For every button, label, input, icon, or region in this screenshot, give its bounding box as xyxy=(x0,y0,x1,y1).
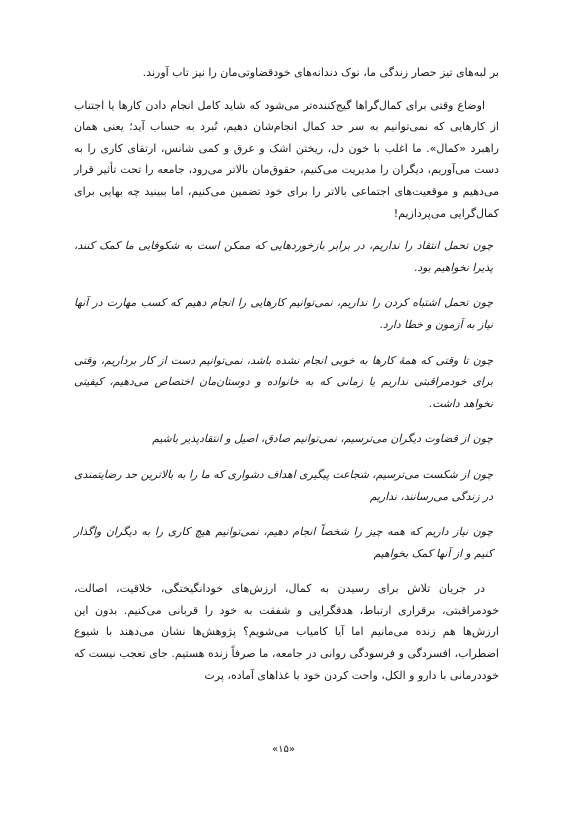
top-line: بر لبه‌های تیز حصار زندگی ما، نوک دندانه‌های خودقضاوتی‌مان را نیز تاب آورند. xyxy=(142,66,499,79)
quote-item-1: چون تحمل انتقاد را نداریم، در برابر بازخوردهایی که ممکن است به شکوفایی ما کمک کنند، پذیرا نخواهیم بود. xyxy=(74,239,493,274)
quote-item-3: چون تا وقتی که همهٔ کارها به خوبی انجام نشده باشد، نمی‌توانیم دست از کار برداریم، وقتی برای خودمراقبتی نداریم یا زمانی که به خانواده و دوستان‌مان اختصاص می‌دهیم، کیفیتی نخواهد داشت. xyxy=(74,353,493,410)
paragraph-2: در جریان تلاش برای رسیدن به کمال، ارزش‌های خودانگیختگی، خلاقیت، اصالت، خودمراقبتی، برقراری ارتباط، هدفگرایی و شفقت به خود را قربانی می‌کنیم. بدون این ارزش‌ها هم زنده می‌مانیم اما آیا کامیاب می‌شویم؟ پژوهش‌ها نشان می‌دهند با شیوع اضطراب، افسردگی و فرسودگی روانی در جامعه، ما صرفاً زنده هستیم. جای تعجب نیست که خوددرمانی با دارو و الکل، واحت کردن خود با غذاهای آماده، پرت xyxy=(74,582,499,682)
page-body xyxy=(74,62,499,697)
quote-item-2: چون تحمل اشتباه کردن را نداریم، نمی‌توانیم کارهایی را انجام دهیم که کسب مهارت در آنها نیاز به آزمون و خطا دارد. xyxy=(74,296,493,331)
quote-item-4: چون از قضاوت دیگران می‌ترسیم، نمی‌توانیم صادق، اصیل و انتقادپذیر باشیم xyxy=(152,432,493,446)
paragraph-1: اوضاع وقتی برای کمال‌گراها گیج‌کننده‌تر می‌شود که شاید کامل انجام دادن کارها یا اجتناب از کارهایی که نمی‌توانیم به سر حد کمال انجام‌شان دهیم، نُبرد به حساب آید؛ یعنی همان راهبرد «کمال». ما اغلب با خون دل، ریختن اشک و عرق و کمی شانس، ارتقای کاری را به دست می‌آوریم، دیگران را مدیریت می‌کنیم، حقوق‌مان بالاتر می‌رود، جامعه را تحت تأثیر قرار می‌دهیم و موقعیت‌های اجتماعی بالاتر را برای خود تضمین می‌کنیم، اما ببینید چه بهایی برای کمال‌گرایی می‌پردازیم! xyxy=(74,98,499,220)
page-number: «۱۵» xyxy=(272,744,295,755)
quote-item-6: چون نیاز داریم که همه چیز را شخصاً انجام دهیم، نمی‌توانیم هیچ کاری را به دیگران واگذار کنیم و از آنها کمک بخواهیم xyxy=(74,525,493,560)
quote-item-5: چون از شکست می‌ترسیم، شجاعت پیگیری اهداف دشواری که ما را به بالاترین حد رضایتمندی در زندگی می‌رسانند، نداریم xyxy=(74,467,493,503)
